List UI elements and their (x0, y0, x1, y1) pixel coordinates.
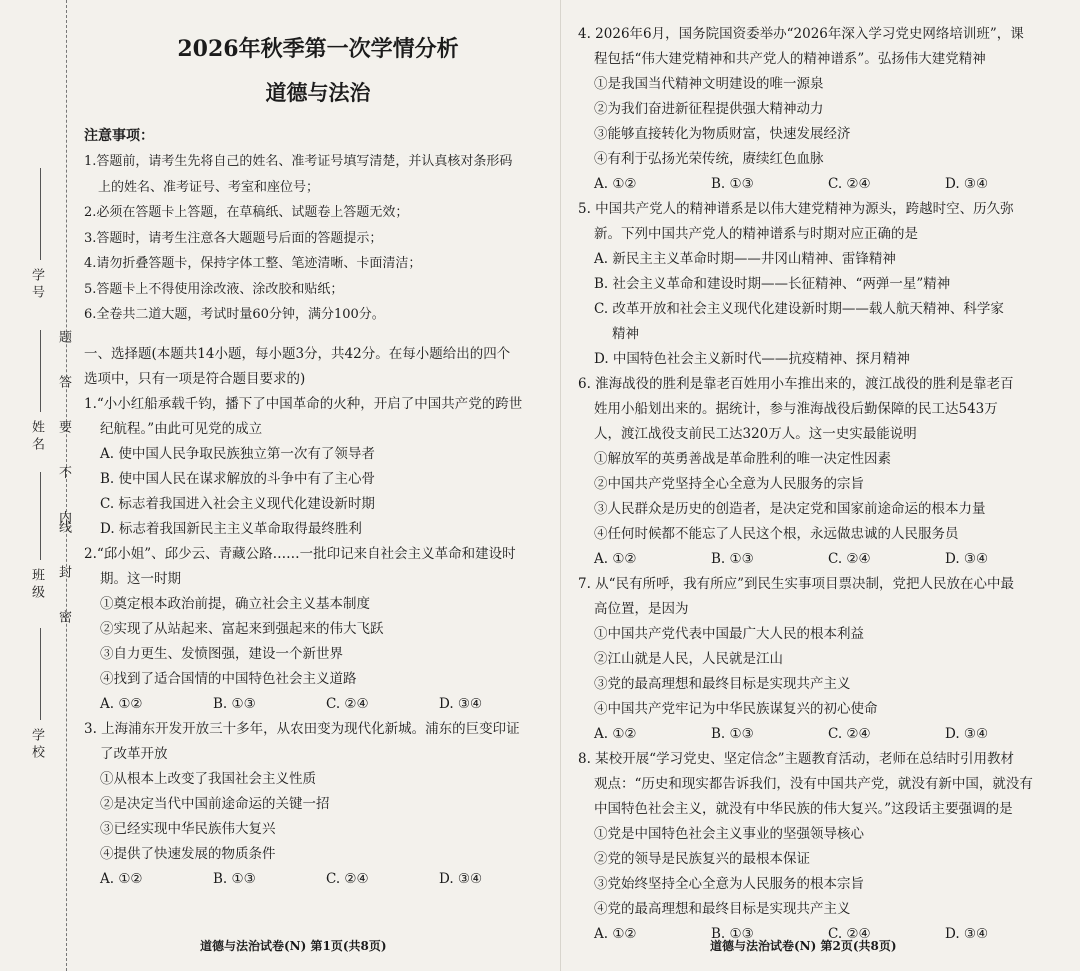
student-number-field[interactable] (40, 168, 41, 260)
option-a[interactable]: A. ①② (594, 176, 637, 192)
question-6 (578, 372, 1070, 572)
notice-item: 上的姓名、准考证号、考室和座位号； (98, 179, 320, 195)
statement-4: ④提供了快速发展的物质条件 (100, 845, 276, 862)
question-stem: 人，渡江战役支前民工达320万人。这一史实最能说明 (594, 426, 917, 442)
class-label: 班 级 (29, 568, 44, 599)
question-stem: 5. 中国共产党人的精神谱系是以伟大建党精神为源头，跨越时空、历久弥 (578, 201, 1014, 217)
statement-1: ①奠定根本政治前提，确立社会主义基本制度 (100, 595, 370, 612)
question-stem: 3. 上海浦东开发开放三十多年，从农田变为现代化新城。浦东的巨变印证 (84, 720, 520, 737)
statement-3: ③已经实现中华民族伟大复兴 (100, 820, 276, 837)
option-c[interactable]: C. ②④ (828, 726, 871, 742)
question-stem: 4. 2026年6月，国务院国资委举办“2026年深入学习党史网络培训班”，课 (578, 26, 1024, 42)
statement-2: ②实现了从站起来、富起来到强起来的伟大飞跃 (100, 620, 384, 637)
notice-item: 2.必须在答题卡上答题，在草稿纸、试题卷上答题无效； (84, 205, 409, 220)
option-b[interactable]: B. 使中国人民在谋求解放的斗争中有了主心骨 (100, 470, 376, 487)
option-a[interactable]: A. ①② (594, 726, 637, 742)
page-1-content (84, 30, 552, 892)
question-5 (578, 197, 1070, 372)
question-stem: 8. 某校开展“学习党史、坚定信念”主题教育活动，老师在总结时引用教材 (578, 751, 1014, 767)
question-2 (84, 542, 552, 717)
statement-4: ④中国共产党牢记为中华民族谋复兴的初心使命 (594, 701, 878, 717)
section-heading-line: 选项中，只有一项是符合题目要求的) (84, 370, 306, 387)
binding-margin (0, 0, 78, 971)
notice-item: 5.答题卡上不得使用涂改液、涂改胶和贴纸； (84, 281, 344, 297)
question-4 (578, 22, 1070, 197)
exam-title: 2026年秋季第一次学情分析 (177, 36, 459, 62)
statement-2: ②江山就是人民，人民就是江山 (594, 651, 783, 667)
statement-4: ④有利于弘扬光荣传统，赓续红色血脉 (594, 151, 824, 167)
option-d[interactable]: D. ③④ (439, 695, 483, 712)
notice-heading: 注意事项： (84, 128, 154, 144)
option-c[interactable]: C. ②④ (828, 551, 871, 567)
statement-4: ④党的最高理想和最终目标是实现共产主义 (594, 901, 851, 917)
notice-item: 3.答题时，请考生注意各大题题号后面的答题提示； (84, 230, 383, 246)
option-d[interactable]: D. 中国特色社会主义新时代——抗疫精神、探月精神 (594, 351, 910, 367)
statement-3: ③党始终坚持全心全意为人民服务的根本宗旨 (594, 876, 864, 892)
option-c[interactable]: C. 标志着我国进入社会主义现代化建设新时期 (100, 495, 375, 512)
notice-item: 4.请勿折叠答题卡，保持字体工整、笔迹清晰、卡面清洁； (84, 256, 422, 271)
option-d[interactable]: D. ③④ (945, 176, 989, 192)
question-8 (578, 747, 1070, 947)
option-c[interactable]: C. 改革开放和社会主义现代化建设新时期——载人航天精神、科学家 (594, 301, 1004, 317)
answer-options (578, 722, 1070, 747)
question-stem: 1.“小小红船承载千钧，播下了中国革命的火种，开启了中国共产党的跨世 (84, 395, 523, 412)
page-2-content (578, 22, 1070, 947)
option-a[interactable]: A. ①② (100, 870, 143, 887)
question-stem: 中国特色社会主义，就没有中华民族的伟大复兴。”这段话主要强调的是 (594, 801, 1013, 817)
question-3 (84, 717, 552, 892)
question-stem: 程包括“伟大建党精神和共产党人的精神谱系”。弘扬伟大建党精神 (594, 51, 986, 67)
option-b[interactable]: B. ①③ (711, 726, 754, 742)
page-footer: 道德与法治试卷(N) 第1页(共8页) (200, 939, 387, 953)
statement-2: ②党的领导是民族复兴的最根本保证 (594, 851, 810, 867)
school-label: 学 校 (29, 728, 44, 759)
option-a[interactable]: A. ①② (594, 551, 637, 567)
option-d[interactable]: D. ③④ (945, 926, 989, 942)
statement-1: ①中国共产党代表中国最广大人民的根本利益 (594, 626, 864, 642)
statement-4: ④找到了适合国情的中国特色社会主义道路 (100, 670, 357, 687)
question-stem: 姓用小船划出来的。据统计，参与淮海战役后勤保障的民工达543万 (594, 401, 998, 417)
question-stem: 观点：“历史和现实都告诉我们，没有中国共产党，就没有新中国，就没有 (594, 776, 1033, 792)
option-a[interactable]: A. 新民主主义革命时期——井冈山精神、雷锋精神 (594, 251, 896, 267)
statement-1: ①解放军的英勇善战是革命胜利的唯一决定性因素 (594, 451, 891, 467)
statement-3: ③能够直接转化为物质财富，快速发展经济 (594, 126, 851, 142)
option-d[interactable]: D. ③④ (945, 726, 989, 742)
option-c[interactable]: C. ②④ (828, 926, 871, 942)
class-field[interactable] (40, 472, 41, 560)
student-number-label: 学 号 (29, 268, 44, 299)
question-stem: 纪航程。”由此可见党的成立 (100, 420, 263, 437)
question-stem: 期。这一时期 (100, 570, 181, 587)
option-c[interactable]: C. ②④ (828, 176, 871, 192)
option-c[interactable]: C. ②④ (326, 695, 369, 712)
option-d[interactable]: D. 标志着我国新民主主义革命取得最终胜利 (100, 520, 362, 537)
option-b[interactable]: B. 社会主义革命和建设时期——长征精神、“两弹一星”精神 (594, 276, 951, 292)
option-c[interactable]: C. ②④ (326, 870, 369, 887)
statement-3: ③党的最高理想和最终目标是实现共产主义 (594, 676, 851, 692)
option-b[interactable]: B. ①③ (711, 176, 754, 192)
question-1 (84, 392, 552, 542)
answer-options (84, 692, 552, 717)
option-b[interactable]: B. ①③ (213, 870, 256, 887)
seal-warning-text-top: 题 答 要 不 内 (56, 330, 71, 538)
statement-3: ③自力更生、发愤图强，建设一个新世界 (100, 645, 343, 662)
answer-options (578, 547, 1070, 572)
page-footer: 道德与法治试卷(N) 第2页(共8页) (710, 939, 897, 953)
question-7 (578, 572, 1070, 747)
option-a[interactable]: A. 使中国人民争取民族独立第一次有了领导者 (100, 445, 375, 462)
question-stem: 新。下列中国共产党人的精神谱系与时期对应正确的是 (594, 226, 918, 242)
statement-1: ①党是中国特色社会主义事业的坚强领导核心 (594, 826, 864, 842)
answer-options (84, 867, 552, 892)
option-b[interactable]: B. ①③ (711, 926, 754, 942)
option-d[interactable]: D. ③④ (439, 870, 483, 887)
notice-item: 1.答题前，请考生先将自己的姓名、准考证号填写清楚，并认真核对条形码 (84, 154, 513, 169)
option-b[interactable]: B. ①③ (711, 551, 754, 567)
seal-warning-text-bottom: 线 封 密 (56, 520, 71, 638)
statement-2: ②是决定当代中国前途命运的关键一招 (100, 795, 330, 812)
answer-options (578, 172, 1070, 197)
name-label: 姓 名 (29, 420, 44, 451)
statement-3: ③人民群众是历史的创造者，是决定党和国家前途命运的根本力量 (594, 501, 986, 517)
question-stem: 2.“邱小姐”、邱少云、青藏公路……一批印记来自社会主义革命和建设时 (84, 545, 516, 562)
name-field[interactable] (40, 330, 41, 412)
option-a[interactable]: A. ①② (594, 926, 637, 942)
statement-2: ②中国共产党坚持全心全意为人民服务的宗旨 (594, 476, 864, 492)
question-stem: 高位置，是因为 (594, 601, 689, 617)
section-heading-line: 一、选择题(本题共14小题，每小题3分，共42分。在每小题给出的四个 (84, 345, 511, 362)
statement-4: ④任何时候都不能忘了人民这个根，永远做忠诚的人民服务员 (594, 526, 959, 542)
question-stem: 7. 从“民有所呼，我有所应”到民生实事项目票决制，党把人民放在心中最 (578, 576, 1014, 592)
notice-item: 6.全卷共二道大题，考试时量60分钟，满分100分。 (84, 307, 385, 322)
question-stem: 6. 淮海战役的胜利是靠老百姓用小车推出来的，渡江战役的胜利是靠老百 (578, 376, 1014, 392)
statement-1: ①是我国当代精神文明建设的唯一源泉 (594, 76, 824, 92)
option-b[interactable]: B. ①③ (213, 695, 256, 712)
question-stem: 了改革开放 (100, 745, 168, 762)
notice-section (84, 124, 552, 328)
school-field[interactable] (40, 628, 41, 720)
option-a[interactable]: A. ①② (100, 695, 143, 712)
option-d[interactable]: D. ③④ (945, 551, 989, 567)
statement-2: ②为我们奋进新征程提供强大精神动力 (594, 101, 824, 117)
section-heading (84, 342, 552, 392)
exam-subject: 道德与法治 (265, 80, 371, 105)
option-c-continued: 精神 (612, 326, 639, 342)
statement-1: ①从根本上改变了我国社会主义性质 (100, 770, 316, 787)
exam-page-2 (560, 0, 1080, 971)
